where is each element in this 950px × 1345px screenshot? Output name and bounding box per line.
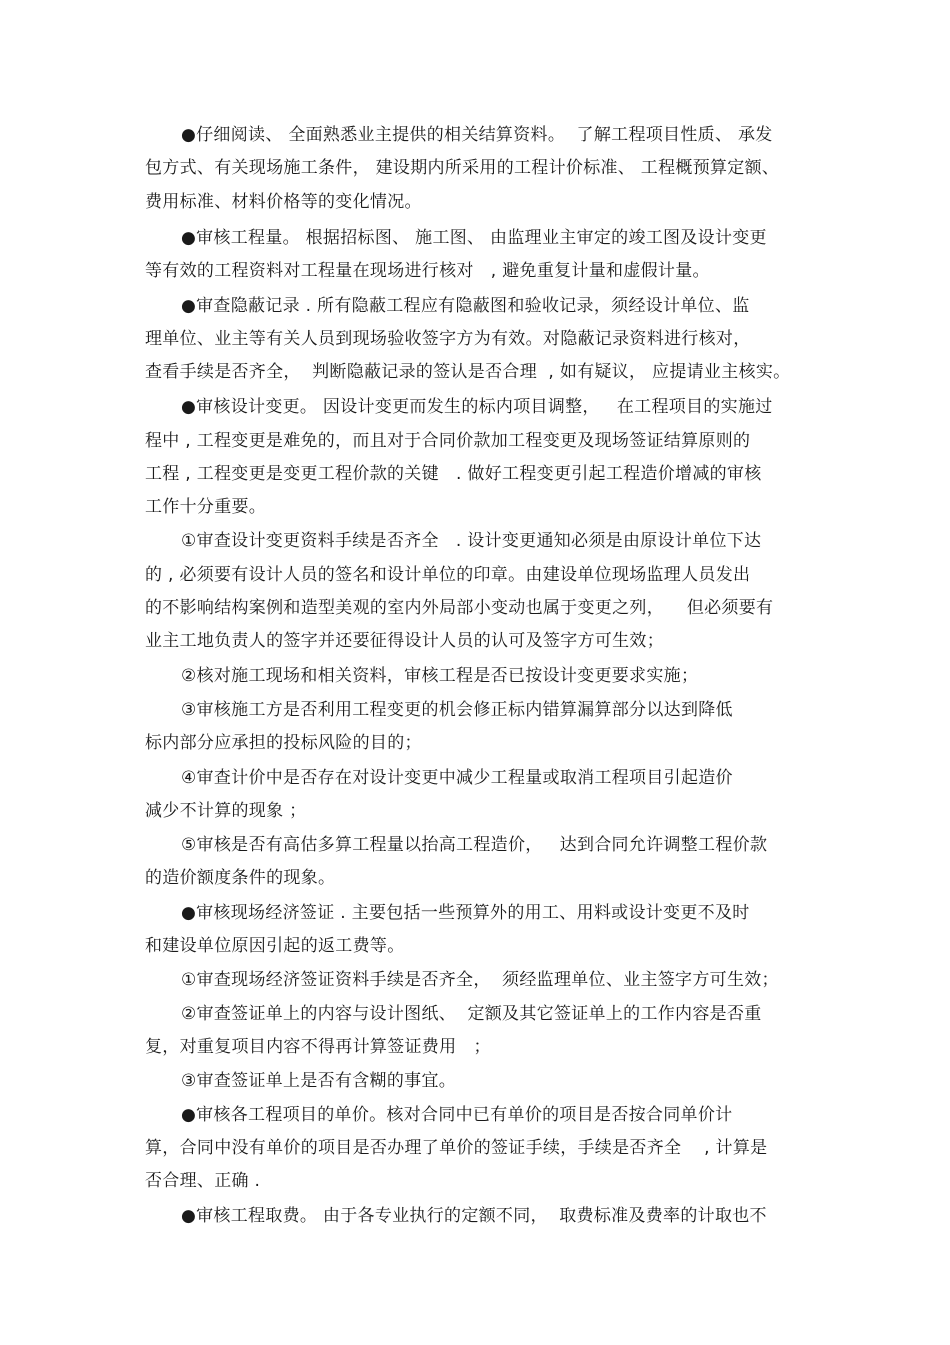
text-line: 费用标准、材料价格等的变化情况。 bbox=[145, 192, 422, 212]
text-line: ①审查现场经济签证资料手续是否齐全， 须经监理单位、业主签字方可生效； bbox=[181, 970, 779, 990]
text-line: 否合理、正确 . bbox=[145, 1171, 261, 1191]
text-line: ②核对施工现场和相关资料，审核工程是否已按设计变更要求实施； bbox=[181, 666, 699, 686]
text-line: 程中 , 工程变更是难免的，而且对于合同价款加工程变更及现场签证结算原则的 bbox=[145, 431, 751, 451]
text-line: ●审核现场经济签证 . 主要包括一些预算外的用工、用料或设计变更不及时 bbox=[181, 903, 750, 923]
text-line: 业主工地负责人的签字并还要征得设计人员的认可及签字方可生效； bbox=[145, 631, 664, 651]
text-line: ④审查计价中是否存在对设计变更中减少工程量或取消工程项目引起造价 bbox=[181, 768, 733, 788]
text-line: ●审核设计变更。 因设计变更而发生的标内项目调整， 在工程项目的实施过 bbox=[181, 397, 773, 417]
text-line: ②审查签证单上的内容与设计图纸、 定额及其它签证单上的工作内容是否重 bbox=[181, 1004, 762, 1024]
text-line: 工程 , 工程变更是变更工程价款的关键 . 做好工程变更引起工程造价增减的审核 bbox=[145, 464, 762, 484]
text-line: 的造价额度条件的现象。 bbox=[145, 868, 336, 888]
text-line: 包方式、有关现场施工条件， 建设期内所采用的工程计价标准、 工程概预算定额、 bbox=[145, 158, 780, 178]
text-line: 工作十分重要。 bbox=[145, 497, 267, 517]
text-line: 的不影响结构案例和造型美观的室内外局部小变动也属于变更之列， 但必须要有 bbox=[145, 598, 774, 618]
text-line: 标内部分应承担的投标风险的目的； bbox=[145, 733, 422, 753]
text-line: 的 , 必须要有设计人员的签名和设计单位的印章。由建设单位现场监理人员发出 bbox=[145, 565, 751, 585]
text-line: ●仔细阅读、 全面熟悉业主提供的相关结算资料。 了解工程项目性质、 承发 bbox=[181, 125, 773, 145]
text-line: 和建设单位原因引起的返工费等。 bbox=[145, 936, 405, 956]
text-line: ●审查隐蔽记录 . 所有隐蔽工程应有隐蔽图和验收记录，须经设计单位、监 bbox=[181, 296, 750, 316]
text-line: ①审查设计变更资料手续是否齐全 . 设计变更通知必须是由原设计单位下达 bbox=[181, 531, 762, 551]
text-line: 查看手续是否齐全， 判断隐蔽记录的签认是否合理 , 如有疑议， 应提请业主核实。 bbox=[145, 362, 791, 382]
text-line: 理单位、业主等有关人员到现场验收签字方为有效。对隐蔽记录资料进行核对， bbox=[145, 329, 751, 349]
text-line: 等有效的工程资料对工程量在现场进行核对 , 避免重复计量和虚假计量。 bbox=[145, 261, 710, 281]
text-line: ●审核工程量。 根据招标图、 施工图、 由监理业主审定的竣工图及设计变更 bbox=[181, 228, 767, 248]
text-line: ③审核施工方是否利用工程变更的机会修正标内错算漏算部分以达到降低 bbox=[181, 700, 733, 720]
text-line: 算，合同中没有单价的项目是否办理了单价的签证手续，手续是否齐全 , 计算是 bbox=[145, 1138, 768, 1158]
text-line: ③审查签证单上是否有含糊的事宜。 bbox=[181, 1071, 457, 1091]
text-line: 复，对重复项目内容不得再计算签证费用 ； bbox=[145, 1037, 491, 1057]
text-line: ●审核工程取费。 由于各专业执行的定额不同， 取费标准及费率的计取也不 bbox=[181, 1206, 767, 1226]
text-line: ⑤审核是否有高估多算工程量以抬高工程造价， 达到合同允许调整工程价款 bbox=[181, 835, 768, 855]
text-line: ●审核各工程项目的单价。核对合同中已有单价的项目是否按合同单价计 bbox=[181, 1105, 733, 1125]
text-line: 减少不计算的现象 ； bbox=[145, 801, 307, 821]
